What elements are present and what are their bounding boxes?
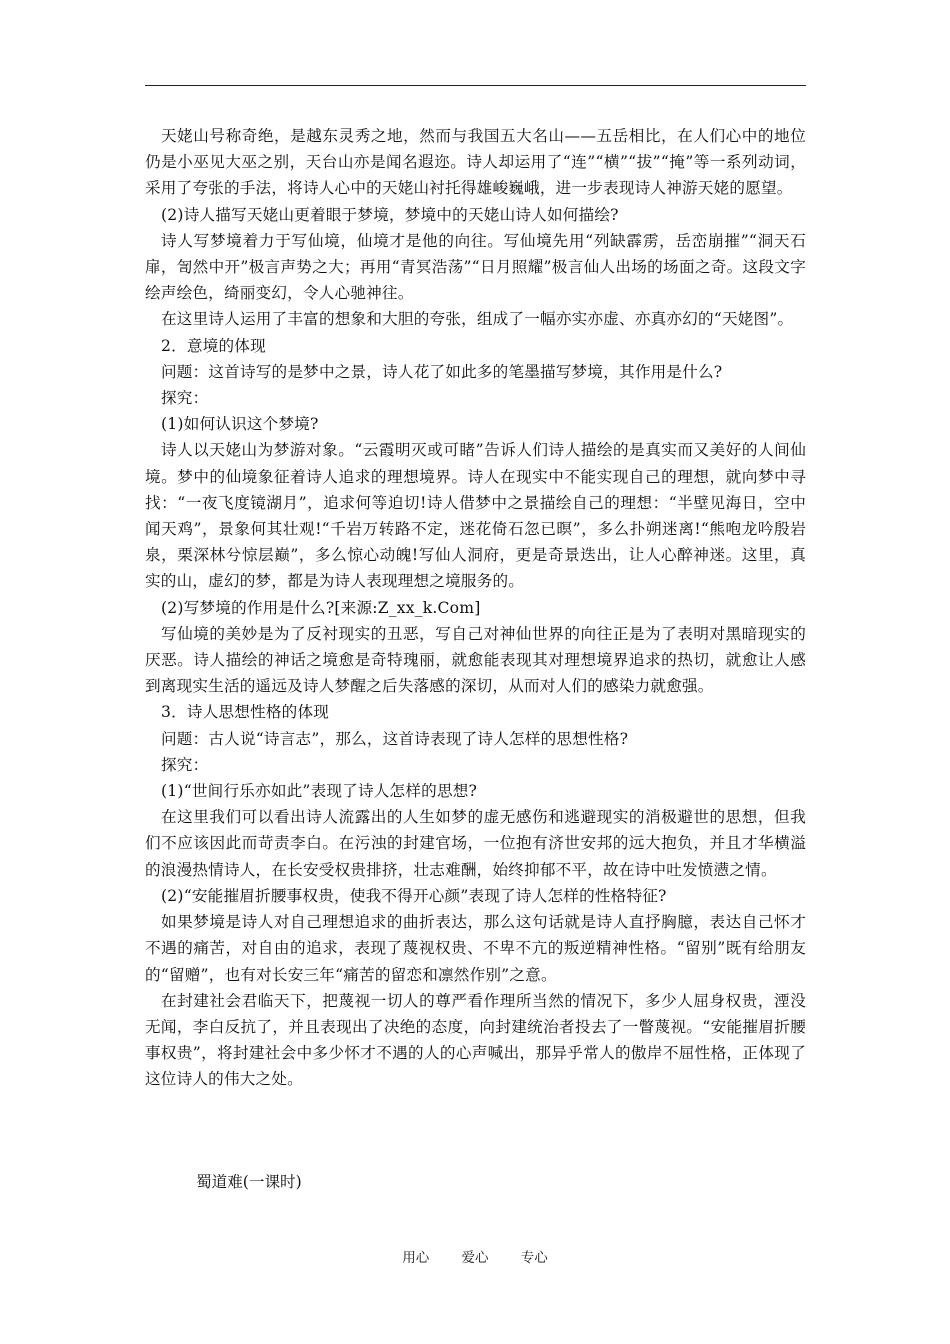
page-footer xyxy=(0,1248,950,1268)
section-heading: 3．诗人思想性格的体现 xyxy=(161,703,330,722)
question-text: 问题：这首诗写的是梦中之景，诗人花了如此多的笔墨描写梦境，其作用是什么? xyxy=(161,362,723,381)
explore-label: 探究： xyxy=(161,389,209,408)
question-heading: (2)诗人描写天姥山更着眼于梦境，梦境中的天姥山诗人如何描绘? xyxy=(161,205,619,224)
body-paragraph: 诗人以天姥山为梦游对象。“云霞明灭或可睹”告诉人们诗人描绘的是真实而又美好的人间仙境。梦中的仙境象征着诗人追求的理想境界。诗人在现实中不能实现自己的理想，就向梦中寻找：“一夜飞度镜湖月”，追求何等迫切!诗人借梦中之景描绘自己的理想：“半壁见海日，空中闻天鸡”，景象何其壮观!“千岩万转路不定，迷花倚石忽已暝”，多么扑朔迷离!“熊咆龙吟殷岩泉，栗深林兮惊层巅”，多么惊心动魄!写仙人洞府，更是奇景迭出，让人心醉神迷。这里，真实的山，虚幻的梦，都是为诗人表现理想之境服务的。 xyxy=(145,441,806,591)
document-body xyxy=(145,123,806,1093)
footer-item: 用心 xyxy=(402,1250,430,1266)
body-paragraph: 诗人写梦境着力于写仙境，仙境才是他的向往。写仙境先用“列缺霹雳，岳峦崩摧”“洞天石扉，訇然中开”极言声势之大；再用“青冥浩荡”“日月照耀”极言仙人出场的场面之奇。这段文字绘声绘色，绮丽变幻，令人心驰神往。 xyxy=(145,231,806,303)
footer-item: 专心 xyxy=(520,1250,548,1266)
question-heading: (2)“安能摧眉折腰事权贵，使我不得开心颜”表现了诗人怎样的性格特征? xyxy=(161,886,667,905)
body-paragraph: 写仙境的美妙是为了反衬现实的丑恶，写自己对神仙世界的向往正是为了表明对黑暗现实的厌恶。诗人描绘的神话之境愈是奇特瑰丽，就愈能表现其对理想境界追求的热切，就愈让人感到离现实生活的遥远及诗人梦醒之后失落感的深切，从而对人们的感染力就愈强。 xyxy=(145,624,806,696)
body-paragraph: 如果梦境是诗人对自己理想追求的曲折表达，那么这句话就是诗人直抒胸臆，表达自己怀才不遇的痛苦，对自由的追求，表现了蔑视权贵、不卑不亢的叛逆精神性格。“留别”既有给朋友的“留赠”，也有对长安三年“痛苦的留恋和凛然作别”之意。 xyxy=(145,913,806,984)
body-paragraph: 天姥山号称奇绝，是越东灵秀之地，然而与我国五大名山——五岳相比，在人们心中的地位仍是小巫见大巫之别，天台山亦是闻名遐迩。诗人却运用了“连”“横”“拔”“掩”等一系列动词，采用了夸张的手法，将诗人心中的天姥山衬托得雄峻巍峨，进一步表现诗人神游天姥的愿望。 xyxy=(145,127,806,198)
next-lesson-title: 蜀道难(一课时) xyxy=(196,1173,302,1191)
explore-label: 探究： xyxy=(161,755,209,774)
body-paragraph: 在封建社会君临天下，把蔑视一切人的尊严看作理所当然的情况下，多少人屈身权贵，湮没无闻，李白反抗了，并且表现出了决绝的态度，向封建统治者投去了一瞥蔑视。“安能摧眉折腰事权贵”，将封建社会中多少怀才不遇的人的心声喊出，那异乎常人的傲岸不屈性格，正体现了这位诗人的伟大之处。 xyxy=(145,991,806,1089)
header-rule xyxy=(145,85,806,86)
body-paragraph: 在这里我们可以看出诗人流露出的人生如梦的虚无感伤和逃避现实的消极避世的思想，但我们不应该因此而苛责李白。在污浊的封建官场，一位抱有济世安邦的远大抱负，并且才华横溢的浪漫热情诗人，在长安受权贵排挤，壮志难酬，始终抑郁不平，故在诗中吐发愤懑之情。 xyxy=(145,808,806,879)
body-paragraph: 在这里诗人运用了丰富的想象和大胆的夸张，组成了一幅亦实亦虚、亦真亦幻的“天姥图”。 xyxy=(161,310,794,329)
question-heading: (1)“世间行乐亦如此”表现了诗人怎样的思想? xyxy=(161,782,478,801)
section-heading: 2．意境的体现 xyxy=(161,336,266,355)
question-heading: (2)写梦境的作用是什么?[来源:Z_xx_k.Com] xyxy=(161,598,481,617)
question-heading: (1)如何认识这个梦境? xyxy=(161,415,319,434)
question-text: 问题：古人说“诗言志”，那么，这首诗表现了诗人怎样的思想性格? xyxy=(161,729,629,748)
footer-item: 爱心 xyxy=(461,1250,489,1266)
